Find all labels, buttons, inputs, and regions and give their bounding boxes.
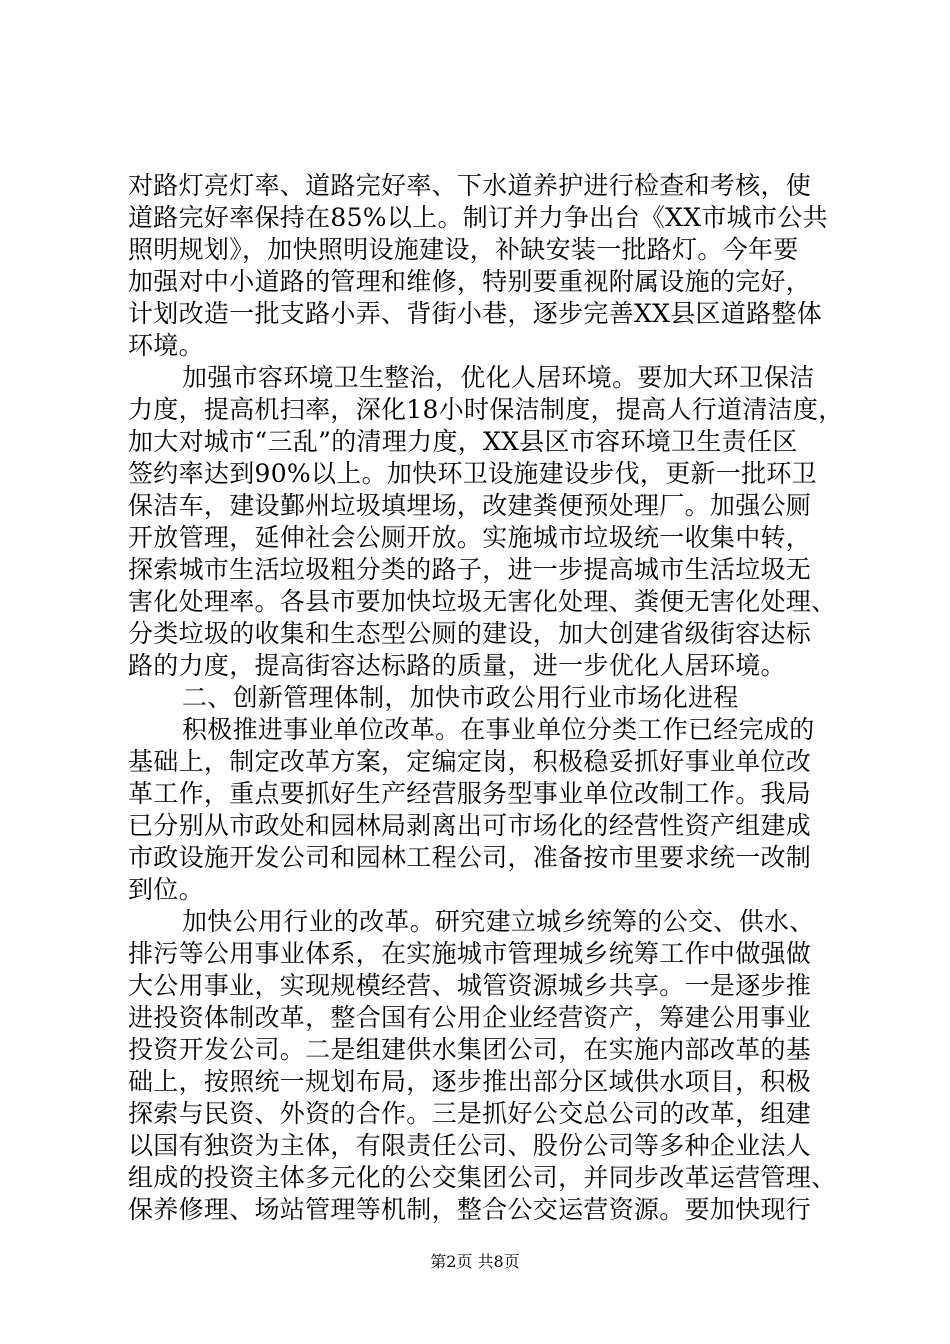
paragraph-start-line: 加强市容环境卫生整治，优化人居环境。要加大环卫保洁 (182, 363, 815, 392)
section-heading: 二、创新管理体制，加快市政公用行业市场化进程 (182, 683, 739, 712)
text-line: 市政设施开发公司和园林工程公司，准备按市里要求统一改制 (128, 843, 812, 872)
text-line: 对路灯亮灯率、道路完好率、下水道养护进行检查和考核，使 (128, 171, 812, 200)
text-line: 投资开发公司。二是组建供水集团公司，在实施内部改革的基 (128, 1035, 812, 1064)
text-line: 路的力度，提高街容达标路的质量，进一步优化人居环境。 (128, 651, 786, 680)
text-line: 计划改造一批支路小弄、背街小巷，逐步完善XX县区道路整体 (128, 299, 822, 328)
text-line: 探索城市生活垃圾粗分类的路子，进一步提高城市生活垃圾无 (128, 555, 812, 584)
text-line: 加大对城市“三乱”的清理力度，XX县区市容环境卫生责任区 (128, 427, 798, 456)
text-line: 分类垃圾的收集和生态型公厕的建设，加大创建省级街容达标 (128, 619, 812, 648)
text-line: 进投资体制改革，整合国有公用企业经营资产，筹建公用事业 (128, 1003, 812, 1032)
text-line: 以国有独资为主体，有限责任公司、股份公司等多种企业法人 (128, 1131, 812, 1160)
text-line: 组成的投资主体多元化的公交集团公司，并同步改革运营管理、 (128, 1163, 837, 1192)
text-line: 害化处理率。各县市要加快垃圾无害化处理、粪便无害化处理、 (128, 587, 837, 616)
text-line: 探索与民资、外资的合作。三是抓好公交总公司的改革，组建 (128, 1099, 812, 1128)
text-line: 到位。 (128, 875, 204, 904)
paragraph-start-line: 积极推进事业单位改革。在事业单位分类工作已经完成的 (182, 715, 815, 744)
text-line: 加强对中小道路的管理和维修，特别要重视附属设施的完好， (128, 267, 812, 296)
text-line: 保洁车，建设鄞州垃圾填埋场，改建粪便预处理厂。加强公厕 (128, 491, 812, 520)
text-line: 环境。 (128, 331, 204, 360)
paragraph-start-line: 加快公用行业的改革。研究建立城乡统筹的公交、供水、 (182, 907, 815, 936)
text-line: 开放管理，延伸社会公厕开放。实施城市垃圾统一收集中转， (128, 523, 812, 552)
text-line: 保养修理、场站管理等机制，整合公交运营资源。要加快现行 (128, 1195, 812, 1224)
page-number: 第2页 共8页 (430, 1252, 520, 1271)
text-line: 签约率达到90%以上。加快环卫设施建设步伐，更新一批环卫 (128, 459, 817, 488)
text-line: 大公用事业，实现规模经营、城管资源城乡共享。一是逐步推 (128, 971, 812, 1000)
text-line: 已分别从市政处和园林局剥离出可市场化的经营性资产组建成 (128, 811, 812, 840)
text-line: 革工作，重点要抓好生产经营服务型事业单位改制工作。我局 (128, 779, 812, 808)
text-line: 基础上，制定改革方案，定编定岗，积极稳妥抓好事业单位改 (128, 747, 812, 776)
body-text (128, 170, 844, 1258)
text-line: 力度，提高机扫率，深化18小时保洁制度，提高人行道清洁度， (128, 395, 844, 424)
text-line: 道路完好率保持在85%以上。制订并力争出台《XX市城市公共 (128, 203, 828, 232)
text-line: 排污等公用事业体系，在实施城市管理城乡统筹工作中做强做 (128, 939, 812, 968)
text-line: 照明规划》，加快照明设施建设，补缺安装一批路灯。今年要 (128, 235, 799, 264)
text-line: 础上，按照统一规划布局，逐步推出部分区域供水项目，积极 (128, 1067, 812, 1096)
page-footer (0, 1249, 950, 1272)
